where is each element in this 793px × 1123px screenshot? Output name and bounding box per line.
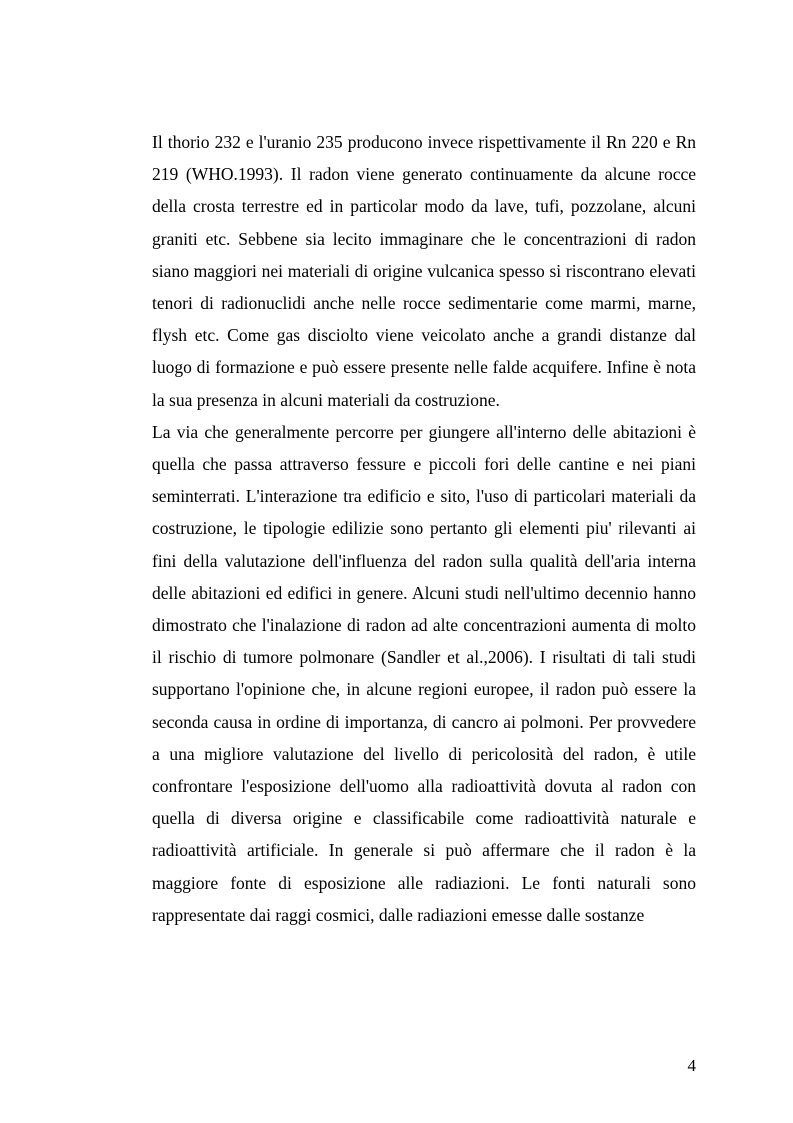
page-body bbox=[152, 126, 696, 931]
paragraph-1: Il thorio 232 e l'uranio 235 producono invece rispettivamente il Rn 220 e Rn 219 (WHO.1993). Il radon viene generato continuamente da alcune rocce della crosta terrestre ed in particolar modo da lave, tufi, pozzolane, alcuni graniti etc. Sebbene sia lecito immaginare che le concentrazioni di radon siano maggiori nei materiali di origine vulcanica spesso si riscontrano elevati tenori di radionuclidi anche nelle rocce sedimentarie come marmi, marne, flysh etc. Come gas disciolto viene veicolato anche a grandi distanze dal luogo di formazione e può essere presente nelle falde acquifere. Infine è nota la sua presenza in alcuni materiali da costruzione. bbox=[152, 132, 696, 410]
paragraph-2: La via che generalmente percorre per giungere all'interno delle abitazioni è quella che passa attraverso fessure e piccoli fori delle cantine e nei piani seminterrati. L'interazione tra edificio e sito, l'uso di particolari materiali da costruzione, le tipologie edilizie sono pertanto gli elementi piu' rilevanti ai fini della valutazione dell'influenza del radon sulla qualità dell'aria interna delle abitazioni ed edifici in genere. Alcuni studi nell'ultimo decennio hanno dimostrato che l'inalazione di radon ad alte concentrazioni aumenta di molto il rischio di tumore polmonare (Sandler et al.,2006). I risultati di tali studi supportano l'opinione che, in alcune regioni europee, il radon può essere la seconda causa in ordine di importanza, di cancro ai polmoni. Per provvedere a una migliore valutazione del livello di pericolosità del radon, è utile confrontare l'esposizione dell'uomo alla radioattività dovuta al radon con quella di diversa origine e classificabile come radioattività naturale e radioattività artificiale. In generale si può affermare che il radon è la maggiore fonte di esposizione alle radiazioni. Le fonti naturali sono rappresentate dai raggi cosmici, dalle radiazioni emesse dalle sostanze bbox=[152, 421, 696, 925]
page-number: 4 bbox=[687, 1056, 696, 1075]
